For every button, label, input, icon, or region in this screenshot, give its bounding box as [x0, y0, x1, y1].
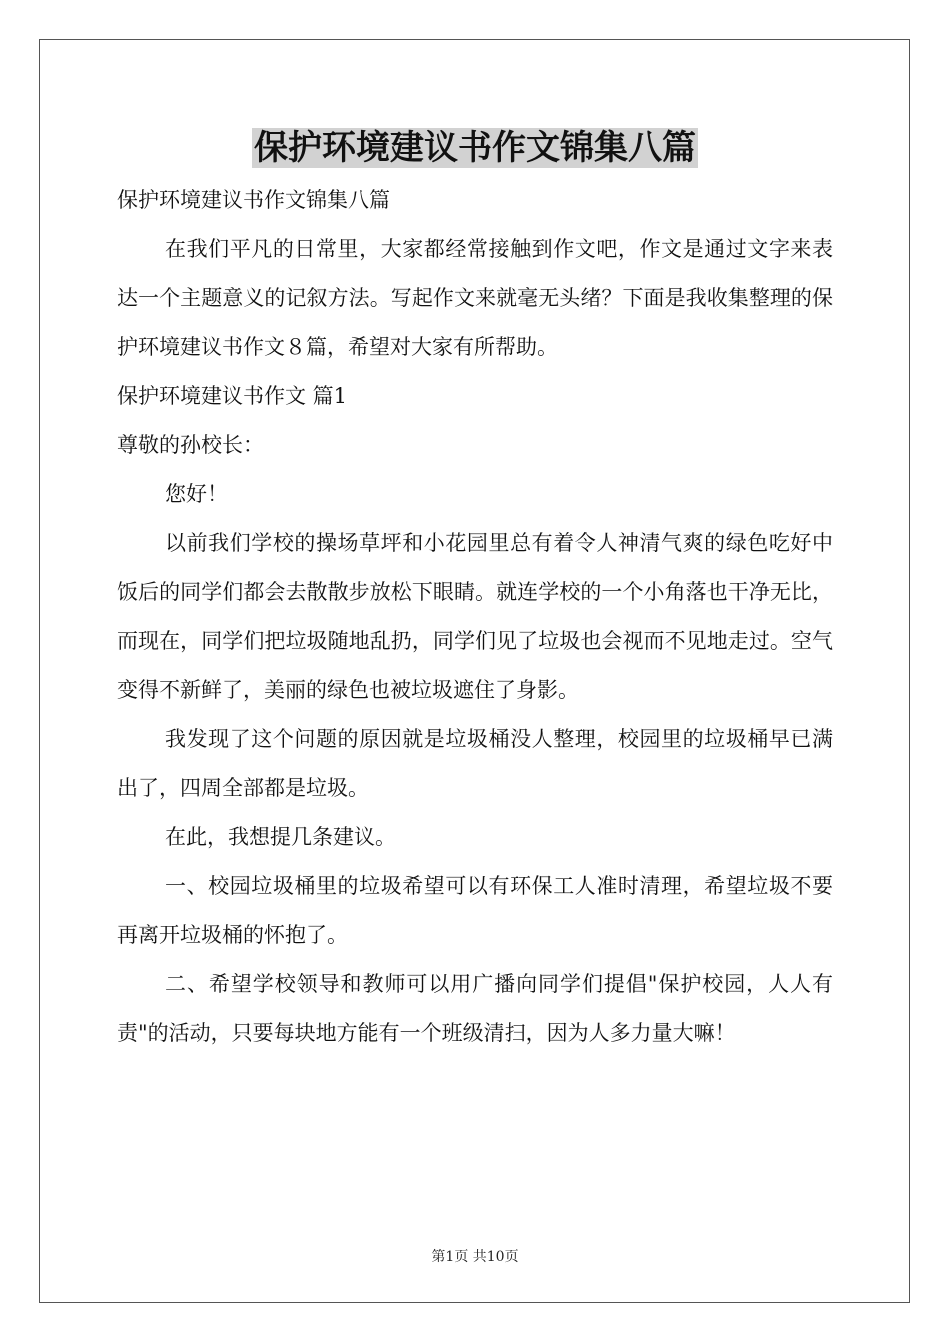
paragraph-intro: 在我们平凡的日常里，大家都经常接触到作文吧，作文是通过文字来表达一个主题意义的记叙方法。写起作文来就毫无头绪？下面是我收集整理的保护环境建议书作文８篇，希望对大家有所帮助。 — [117, 237, 833, 359]
page-footer — [0, 1247, 950, 1267]
paragraph-body: 在此，我想提几条建议。 — [165, 825, 396, 849]
document-body — [117, 176, 833, 1058]
greeting: 您好！ — [165, 482, 228, 506]
paragraph-body: 以前我们学校的操场草坪和小花园里总有着令人神清气爽的绿色吃好中饭后的同学们都会去散散步放松下眼睛。就连学校的一个小角落也干净无比，而现在，同学们把垃圾随地乱扔，同学们见了垃圾也会视而不见地走过。空气变得不新鲜了，美丽的绿色也被垃圾遮住了身影。 — [117, 531, 833, 702]
salutation: 尊敬的孙校长： — [117, 433, 264, 457]
section-heading: 保护环境建议书作文 篇1 — [117, 384, 348, 408]
paragraph-body: 我发现了这个问题的原因就是垃圾桶没人整理，校园里的垃圾桶早已满出了，四周全部都是垃圾。 — [117, 727, 833, 800]
paragraph-subtitle: 保护环境建议书作文锦集八篇 — [117, 188, 390, 212]
document-title — [0, 124, 950, 172]
suggestion-item: 一、校园垃圾桶里的垃圾希望可以有环保工人准时清理，希望垃圾不要再离开垃圾桶的怀抱了。 — [117, 874, 833, 947]
document-title-text: 保护环境建议书作文锦集八篇 — [254, 128, 696, 168]
page-number: 第1页 共10页 — [431, 1249, 519, 1265]
suggestion-item: 二、希望学校领导和教师可以用广播向同学们提倡"保护校园，人人有责"的活动，只要每块地方能有一个班级清扫，因为人多力量大嘛！ — [117, 972, 833, 1045]
